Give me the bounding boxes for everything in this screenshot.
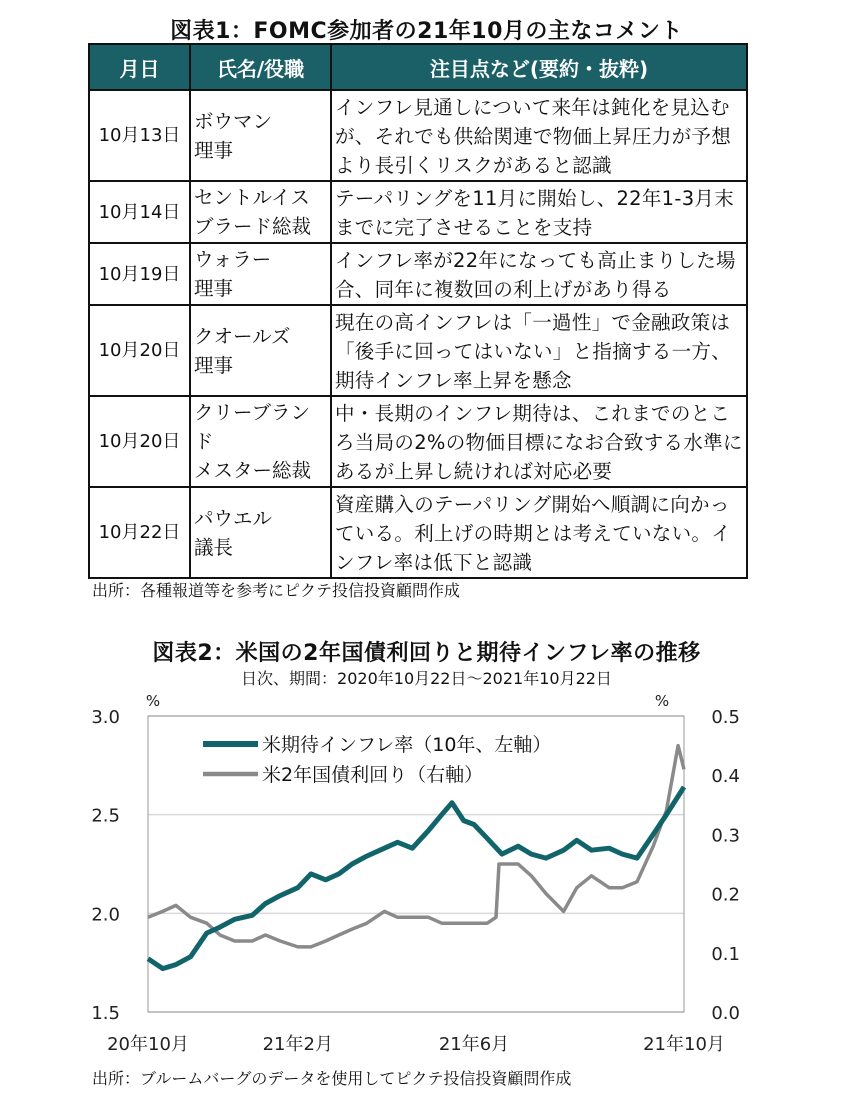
table-title: 図表1：FOMC参加者の21年10月の主なコメント (170, 19, 683, 44)
row-name-line2: 議長 (194, 535, 234, 559)
row-date: 10月13日 (89, 90, 190, 181)
row-note: インフレ率が22年になっても高止まりした場合、同年に複数回の利上げがあり得る (331, 243, 747, 305)
row-note: 資産購入のテーパリング開始へ順調に向かっている。利上げの時期とは考えていない。インフレ率は低下と認識 (331, 487, 747, 578)
left-unit-label: % (145, 692, 161, 710)
left-tick-label: 2.5 (91, 805, 120, 827)
row-date: 10月20日 (89, 396, 190, 487)
row-note: 中・長期のインフレ期待は、これまでのところ当局の2%の物価目標になお合致する水準にあるが上昇し続ければ対応必要 (331, 396, 747, 487)
right-tick-label: 0.2 (711, 884, 740, 906)
row-date: 10月22日 (89, 487, 190, 578)
header-note: 注目点など(要約・抜粋) (331, 44, 747, 90)
row-name-line2: 理事 (194, 277, 234, 300)
chart-subtitle: 日次、期間：2020年10月22日～2021年10月22日 (241, 669, 612, 688)
row-name-line2: ブラード総裁 (194, 215, 312, 238)
row-name-line1: パウエル (194, 506, 273, 530)
legend-label: 米期待インフレ率（10年、左軸） (262, 734, 552, 756)
row-name-line1: ウォラー (194, 248, 272, 271)
header-date: 月日 (89, 44, 190, 90)
row-note: インフレ見通しについて来年は鈍化を見込むが、それでも供給関連で物価上昇圧力が予想より長引くリスクがあると認識 (331, 90, 747, 181)
row-name-line2: 理事 (194, 138, 234, 162)
row-name-line2: メスター総裁 (194, 459, 312, 482)
chart-source: 出所：ブルームバーグのデータを使用してピクテ投信投資顧問作成 (92, 1069, 572, 1088)
right-tick-label: 0.1 (711, 943, 740, 965)
plot-frame (148, 716, 684, 1012)
right-tick-label: 0.3 (711, 825, 740, 847)
row-date: 10月19日 (89, 243, 190, 305)
left-tick-label: 1.5 (91, 1003, 120, 1024)
row-name-line1: セントルイス (194, 186, 310, 209)
x-tick-label: 21年10月 (643, 1034, 725, 1055)
row-name-line1: ボウマン (194, 109, 273, 133)
chart-title: 図表2：米国の2年国債利回りと期待インフレ率の推移 (152, 641, 701, 666)
header-name: 氏名/役職 (190, 44, 331, 90)
row-date: 10月14日 (89, 181, 190, 243)
right-tick-label: 0.4 (711, 766, 740, 788)
row-note: 現在の高インフレは「一過性」で金融政策は「後手に回ってはいない」と指摘する一方、期待インフレ率上昇を懸念 (331, 305, 747, 396)
x-tick-label: 20年10月 (107, 1034, 189, 1055)
left-tick-label: 2.0 (91, 904, 120, 926)
row-name-line1: クオールズ (194, 324, 291, 348)
left-tick-label: 3.0 (91, 707, 120, 728)
x-tick-label: 21年6月 (438, 1034, 510, 1055)
x-tick-label: 21年2月 (262, 1034, 333, 1055)
right-tick-label: 0.5 (711, 707, 740, 728)
right-tick-label: 0.0 (711, 1003, 740, 1024)
row-name-line2: 理事 (194, 353, 234, 377)
row-name-line1: クリーブランド (194, 401, 311, 453)
legend-label: 米2年国債利回り（右軸） (262, 764, 484, 786)
table-source: 出所：各種報道等を参考にピクテ投信投資顧問作成 (92, 581, 461, 600)
row-note: テーパリングを11月に開始し、22年1-3月末までに完了させることを支持 (331, 181, 747, 243)
row-date: 10月20日 (89, 305, 190, 396)
right-unit-label: % (654, 692, 670, 710)
